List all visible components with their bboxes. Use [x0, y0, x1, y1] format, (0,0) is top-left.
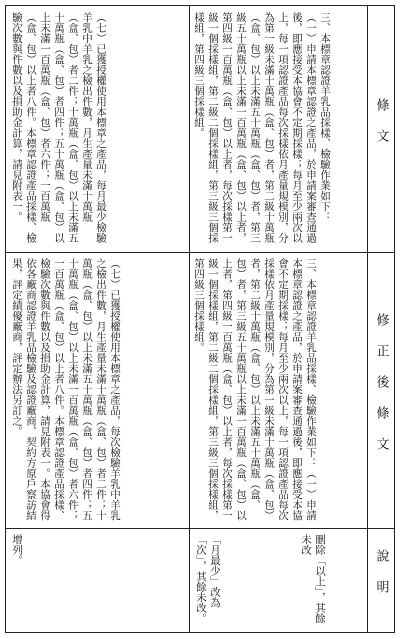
clause-seven-text: （七）已獲授權使用本標章之產品，每月最少檢驗羊乳中羊乳之檢出件數，月生產量未滿十萬瓶（盒、包）者二件；十萬瓶（盒、包）以上未滿五十萬瓶（盒、包）者四件；五十萬瓶（盒、包）以上未滿一百萬瓶（盒、包）者六件；一百萬瓶（盒、包）以上者八件。本標章認證產品採樣、檢驗次數與件數以及損助金計算，請見附表一。	[11, 12, 107, 243]
row-label-cell	[367, 6, 394, 252]
explanation-clause-three-text: 刪除「以上」，其餘未改	[300, 534, 326, 624]
amended-clause-seven-text: （七）已獲授權使用本標章之產品，每次檢驗羊乳中羊乳之檢出件數，月生產量未滿十萬瓶（盒、包）者二件；十萬瓶（盒、包）以上未滿五十萬瓶（盒、包）者四件；五十萬瓶（盒、包）以上未滿一百萬瓶（盒、包）者六件；一百萬瓶（盒、包）以上者八件。本標章認證產品採樣、檢驗次數與件數以及損助金計算，請見附表一。本協會得依各廠商認證羊乳品檢驗及認證廠商、契約方原戶察訪結果，評定績優廠商，評定辦法另訂之。	[11, 258, 121, 521]
explanation-clause-seven	[192, 528, 262, 632]
row-label: 條文	[373, 98, 389, 160]
row-label-cell	[367, 252, 394, 528]
document-table	[5, 5, 395, 633]
row-explanation	[6, 528, 394, 632]
row-amended-text	[6, 252, 394, 529]
clause-three-cell	[190, 6, 367, 252]
row-label: 修正後條文	[373, 312, 389, 468]
clause-three-text: 三、本標章認證羊乳品採樣、檢驗作業如下：（一）申請本標章認證之產品，於申請案審查通過後，即應接受本協會不定期採樣；每月至少兩次以上，每一項認證產品每次採樣依月產量規模別，分為第一級未滿十萬瓶（盒、包）者，第二級十萬瓶（盒、包）以上未滿五十萬瓶（盒、包）者，第三級五十萬瓶以上未滿一百萬瓶（盒、包）以上者，第四級一百萬瓶（盒、包）以上者，每次採樣第一級一個採樣組，第二級二個採樣組，第三級三個採樣組，第四級三個採樣組。	[193, 12, 331, 243]
amended-clause-seven-cell	[8, 252, 188, 528]
column-divider	[189, 528, 190, 632]
explanation-clause-seven-text: 「月最少」改為「次」，其餘未改。	[195, 534, 221, 624]
column-divider	[189, 6, 190, 252]
amended-clause-three-cell	[190, 252, 367, 528]
clause-seven-cell	[8, 6, 188, 252]
row-label-cell	[367, 528, 394, 632]
amended-clause-three-text: 三、本標章認證羊乳品採樣、檢驗作業如下：（一）申請本標章認證之產品，於申請案審查通過後，即應接受本協會不定期採樣；每月至少兩次以上，每一項認證產品每次採樣依月產量規模別，分為第一級未滿十萬瓶（盒、包）者，第二級十萬瓶（盒、包）以上未滿五十萬瓶（盒、包）者，第三級五十萬瓶以上未滿一百萬瓶（盒、包）以上者，第四級一百萬瓶（盒、包）以上者，每次採樣第一級一個採樣組，第二級二個採樣組，第三級三個採樣組，第四級三個採樣組。	[193, 258, 317, 521]
row-label: 說明	[373, 549, 389, 611]
explanation-new-clause	[8, 528, 188, 632]
explanation-clause-three	[297, 528, 367, 632]
column-divider	[189, 252, 190, 528]
row-original-text	[6, 6, 394, 253]
explanation-new-clause-text: 增列。	[11, 534, 23, 566]
